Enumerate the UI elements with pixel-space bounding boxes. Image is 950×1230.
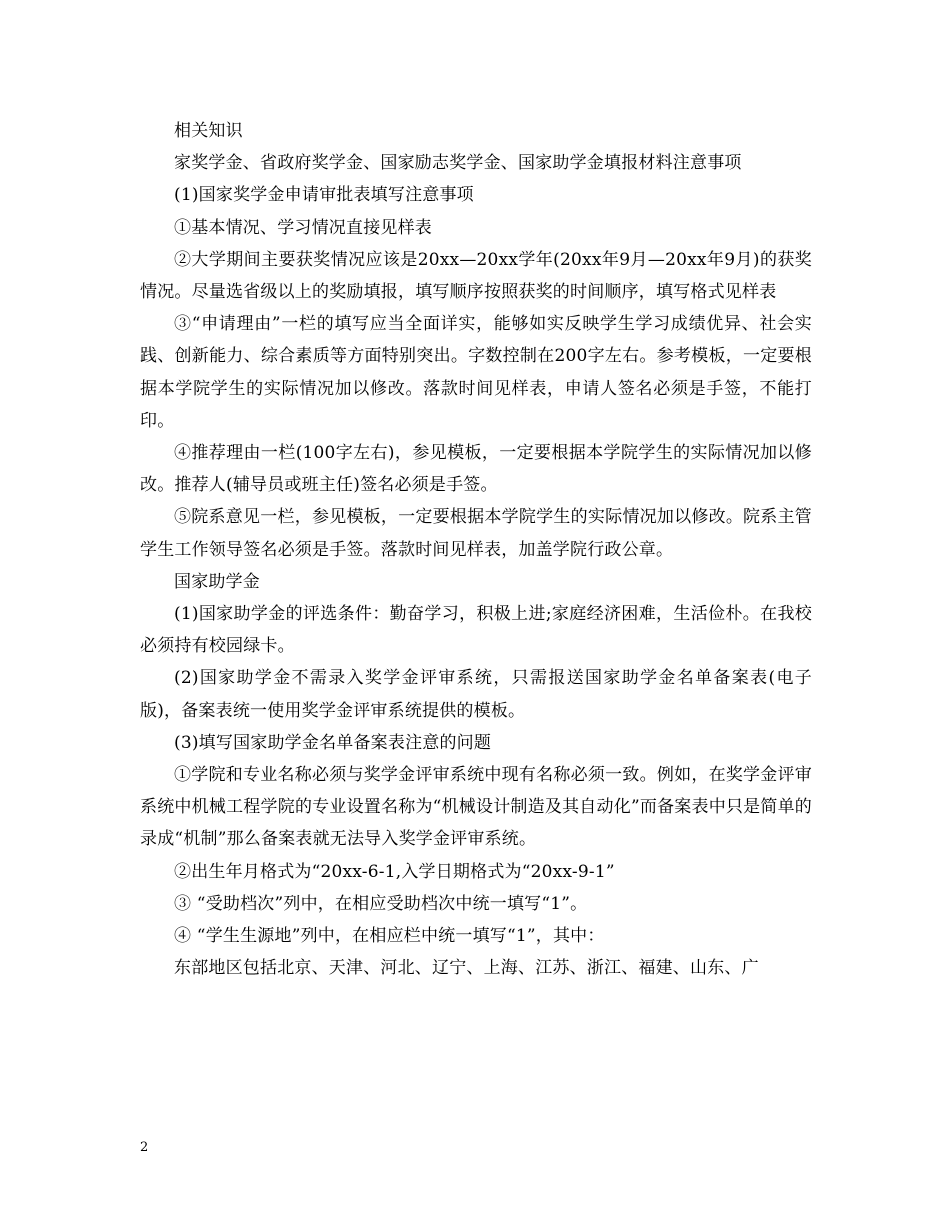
paragraph-grant-item-3: ③ “受助档次”列中，在相应受助档次中统一填写“1”。 [174, 893, 588, 914]
paragraph-grant-1: (1)国家助学金的评选条件：勤奋学习，积极上进;家庭经济困难，生活俭朴。在我校必须持有校园绿卡。 [140, 604, 812, 657]
paragraph-item-2: ②大学期间主要获奖情况应该是20xx—20xx学年(20xx年9月—20xx年9月)的获奖情况。尽量选省级以上的奖励填报，填写顺序按照获奖的时间顺序，填写格式见样表 [140, 249, 812, 303]
page-number: 2 [140, 1140, 149, 1155]
paragraph-grant-item-2: ②出生年月格式为“20xx-6-1,入学日期格式为“20xx-9-1” [174, 861, 615, 882]
paragraph-item-1: ①基本情况、学习情况直接见样表 [174, 217, 432, 238]
paragraph-item-5: ⑤院系意见一栏，参见模板，一定要根据本学院学生的实际情况加以修改。院系主管学生工作领导签名必须是手签。落款时间见样表，加盖学院行政公章。 [140, 507, 812, 560]
paragraph-section-1: (1)国家奖学金申请审批表填写注意事项 [174, 185, 474, 206]
paragraph-grant-item-1: ①学院和专业名称必须与奖学金评审系统中现有名称必须一致。例如，在奖学金评审系统中机械工程学院的专业设置名称为“机械设计制造及其自动化”而备案表中只是简单的录成“机制”那么备案表就无法导入奖学金评审系统。 [140, 765, 812, 850]
paragraph-item-4: ④推荐理由一栏(100字左右)，参见模板，一定要根据本学院学生的实际情况加以修改。推荐人(辅导员或班主任)签名必须是手签。 [140, 443, 812, 496]
paragraph-scholarship-notes-title: 家奖学金、省政府奖学金、国家励志奖学金、国家助学金填报材料注意事项 [174, 153, 742, 174]
paragraph-eastern-region: 东部地区包括北京、天津、河北、辽宁、上海、江苏、浙江、福建、山东、广 [174, 958, 759, 979]
paragraph-grant-2: (2)国家助学金不需录入奖学金评审系统，只需报送国家助学金名单备案表(电子版)，备案表统一使用奖学金评审系统提供的模板。 [140, 668, 812, 721]
paragraph-item-3: ③“申请理由”一栏的填写应当全面详实，能够如实反映学生学习成绩优异、社会实践、创新能力、综合素质等方面特别突出。字数控制在200字左右。参考模板，一定要根据本学院学生的实际情况加以修改。落款时间见样表，申请人签名必须是手签，不能打印。 [140, 314, 812, 431]
paragraph-heading-grant: 国家助学金 [174, 571, 260, 592]
document-body [140, 115, 812, 984]
paragraph-grant-item-4: ④ “学生生源地”列中，在相应栏中统一填写“1”，其中： [174, 926, 605, 947]
paragraph-grant-3: (3)填写国家助学金名单备案表注意的问题 [174, 732, 492, 753]
paragraph-heading-related-knowledge: 相关知识 [174, 121, 243, 141]
